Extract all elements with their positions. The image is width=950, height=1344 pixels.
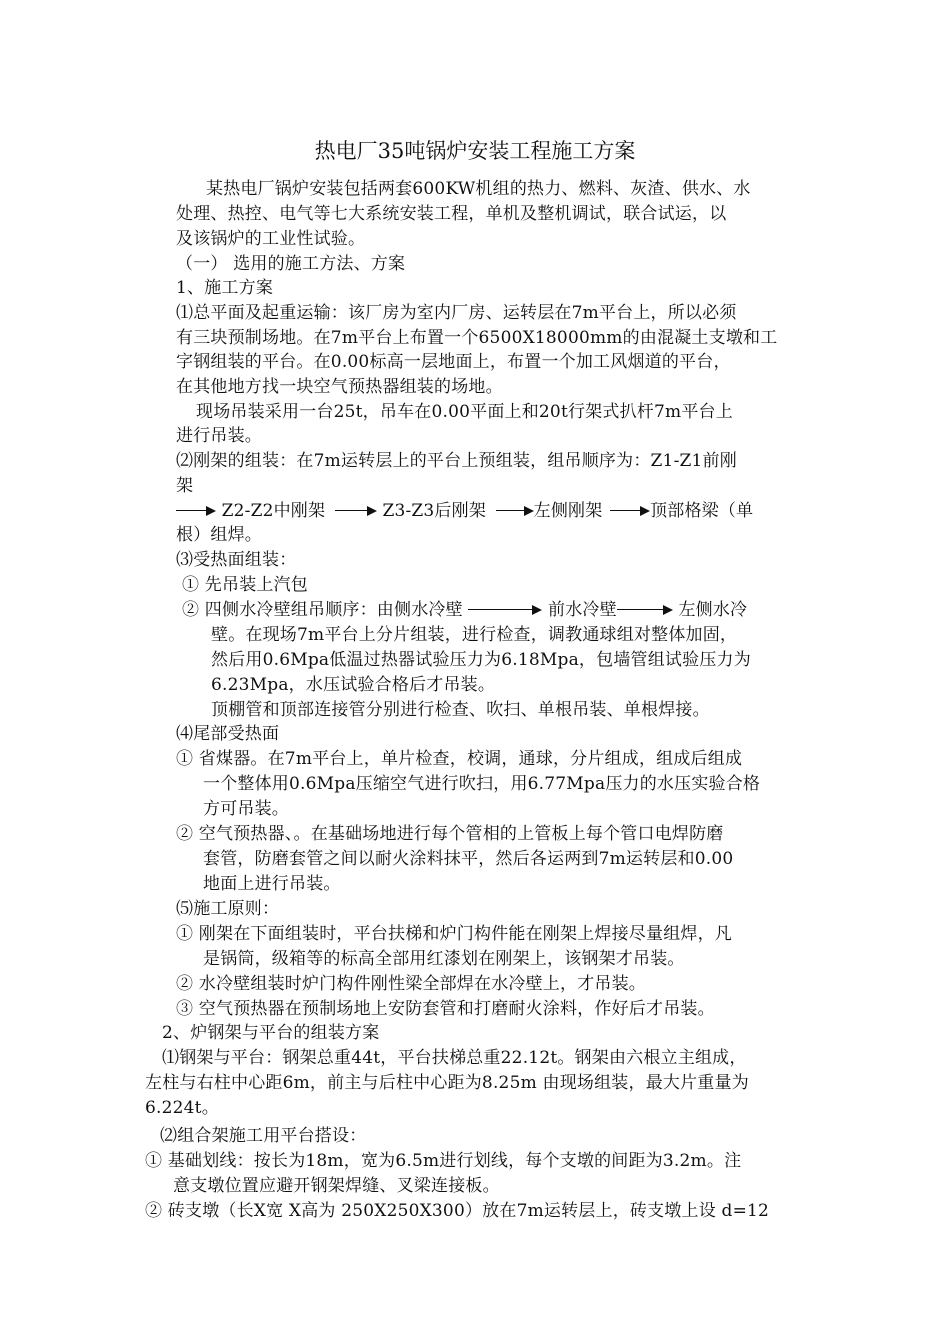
intro-line: 及该锅炉的工业性试验。 — [176, 229, 366, 249]
list-item: ① 先吊装上汽包 — [182, 575, 309, 595]
sequence-step: 左侧刚架 — [533, 501, 603, 521]
list-item-line: ① 基础划线：按长为18m，宽为6.5m进行划线，每个支墩的间距为3.2m。注 — [145, 1151, 742, 1171]
subsection-heading: 1、施工方案 — [176, 278, 274, 298]
paragraph-line: 根）组焊。 — [176, 525, 262, 545]
paragraph-line: 进行吊装。 — [176, 426, 262, 446]
arrow-right-icon — [335, 499, 377, 523]
section-heading: （一） 选用的施工方法、方案 — [176, 254, 406, 274]
arrow-right-icon — [610, 499, 650, 523]
paragraph-line: 现场吊装采用一台25t，吊车在0.00平面上和20t行架式扒杆7m平台上 — [196, 402, 733, 422]
list-item-line: ② 空气预热器、。在基础场地进行每个管相的上管板上每个管口电焊防磨 — [176, 824, 724, 844]
list-item: ② 水冷壁组装时炉门构件刚性梁全部焊在水冷壁上，才吊装。 — [176, 974, 647, 994]
arrow-right-icon — [617, 598, 673, 622]
paragraph-line: ⑵刚架的组装：在7m运转层上的平台上预组装，组吊顺序为：Z1-Z1前刚 — [176, 451, 737, 471]
list-item-line: 意支墩位置应避开钢架焊缝、叉梁连接板。 — [173, 1176, 500, 1196]
list-item-line: ② 砖支墩（长X宽 X高为 250X250X300）放在7m运转层上，砖支墩上设 d=12 — [145, 1201, 770, 1221]
intro-line: 处理、热控、电气等七大系统安装工程，单机及整机调试，联合试运，以 — [176, 204, 727, 224]
arrow-right-icon — [468, 598, 542, 622]
item-heading: ⑸施工原则： — [176, 899, 280, 919]
sequence-step: ② 四侧水冷壁组吊顺序：由侧水冷壁 — [182, 600, 463, 620]
list-item-line: 地面上进行吊装。 — [203, 874, 341, 894]
list-item-line: 壁。在现场7m平台上分片组装，进行检查，调教通球组对整体加固， — [211, 625, 738, 645]
item-heading: ⑷尾部受热面 — [176, 724, 280, 744]
arrow-right-icon — [496, 499, 534, 523]
document-title: 热电厂35吨锅炉安装工程施工方案 — [314, 139, 636, 163]
item-heading: ⑶受热面组装： — [176, 550, 297, 570]
list-item-line: 顶棚管和顶部连接管分别进行检查、吹扫、单根吊装、单根焊接。 — [211, 700, 710, 720]
list-item-line: 然后用0.6Mpa低温过热器试验压力为6.18Mpa，包墙管组试验压力为 — [211, 650, 751, 670]
arrow-right-icon — [176, 499, 216, 523]
water-wall-sequence-line — [182, 598, 747, 622]
list-item-line: 方可吊装。 — [203, 799, 289, 819]
list-item-line: 一个整体用0.6Mpa压缩空气进行吹扫，用6.77Mpa压力的水压实验合格 — [203, 774, 761, 794]
frame-sequence-line — [176, 499, 753, 523]
subsection-heading: 2、炉钢架与平台的组装方案 — [162, 1023, 380, 1043]
sequence-step: 左侧水冷 — [678, 600, 748, 620]
sequence-step: Z2-Z2中刚架 — [221, 501, 326, 521]
list-item-line: 套管，防磨套管之间以耐火涂料抹平，然后各运两到7m运转层和0.00 — [203, 849, 734, 869]
paragraph-line: 字钢组装的平台。在0.00标高一层地面上，布置一个加工风烟道的平台， — [176, 352, 731, 372]
paragraph-line: 在其他地方找一块空气预热器组装的场地。 — [176, 377, 503, 397]
paragraph-line: 有三块预制场地。在7m平台上布置一个6500X18000mm的由混凝土支墩和工 — [176, 328, 778, 348]
paragraph-line: 6.224t。 — [145, 1098, 219, 1118]
list-item-line: 6.23Mpa，水压试验合格后才吊装。 — [211, 675, 496, 695]
paragraph-line: 架 — [176, 476, 194, 496]
list-item-line: ① 刚架在下面组装时，平台扶梯和炉门构件能在刚架上焊接尽量组焊，凡 — [176, 924, 733, 944]
list-item-line: ① 省煤器。在7m平台上，单片检查，校调，通球，分片组成，组成后组成 — [176, 749, 743, 769]
list-item-line: 是锅筒，级箱等的标高全部用红漆划在刚架上，该钢架才吊装。 — [203, 949, 685, 969]
paragraph-line: ⑴钢架与平台：钢架总重44t，平台扶梯总重22.12t。钢架由六根立主组成， — [162, 1048, 747, 1068]
list-item: ③ 空气预热器在预制场地上安防套管和打磨耐火涂料，作好后才吊装。 — [176, 999, 715, 1019]
paragraph-line: ⑴总平面及起重运输：该厂房为室内厂房、运转层在7m平台上，所以必须 — [176, 303, 737, 323]
sequence-step: 前水冷壁 — [548, 600, 617, 620]
sequence-step: 顶部格梁（单 — [650, 501, 754, 521]
sequence-step: Z3-Z3后刚架 — [382, 501, 487, 521]
item-heading: ⑵组合架施工用平台搭设： — [160, 1126, 367, 1146]
intro-line: 某热电厂锅炉安装包括两套600KW机组的热力、燃料、灰渣、供水、水 — [206, 179, 751, 199]
paragraph-line: 左柱与右柱中心距6m，前主与后柱中心距为8.25m 由现场组装，最大片重量为 — [145, 1073, 749, 1093]
